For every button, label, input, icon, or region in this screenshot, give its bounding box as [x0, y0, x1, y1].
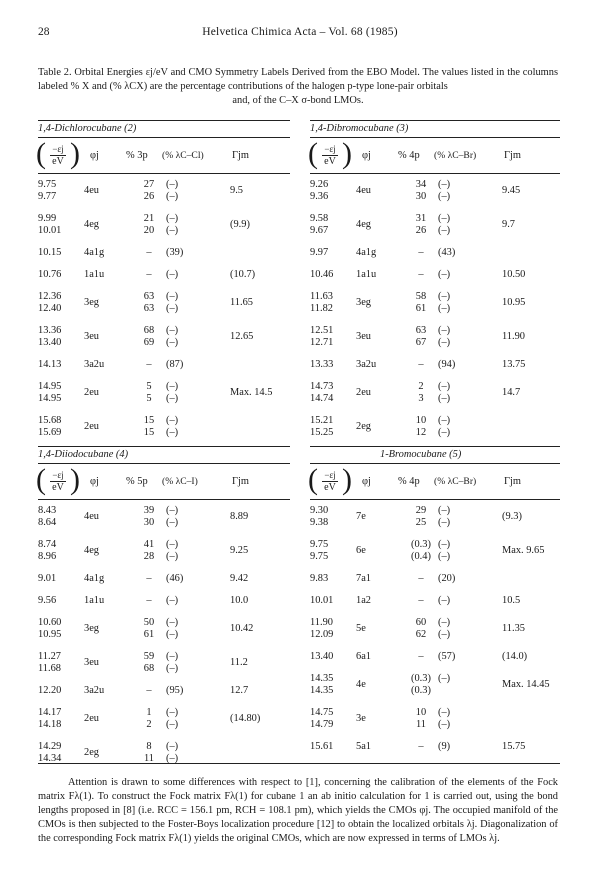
gamma-value: Max. 9.65 [502, 545, 545, 556]
symmetry-label: 2eg [84, 747, 100, 758]
symmetry-label: 3a2u [356, 359, 377, 370]
paren-left: ( [36, 137, 46, 170]
percent-value: 39 [143, 505, 155, 516]
lambda-value: (–) [166, 539, 179, 550]
lambda-value: (–) [438, 191, 451, 202]
symmetry-label: 3eu [84, 657, 100, 668]
lambda-value: (–) [438, 539, 451, 550]
gamma-value: 10.95 [502, 297, 526, 308]
lambda-value: (–) [438, 303, 451, 314]
percent-value: 25 [415, 517, 427, 528]
lambda-value: (–) [438, 179, 451, 190]
energy-value: 8.64 [38, 517, 57, 528]
energy-value: 15.21 [310, 415, 334, 426]
symmetry-label: 3eg [356, 297, 372, 308]
energy-value: 9.30 [310, 505, 329, 516]
gamma-value: 12.7 [230, 685, 249, 696]
energy-value: 11.82 [310, 303, 333, 314]
symmetry-label: 4a1g [356, 247, 377, 258]
lambda-value: (–) [166, 427, 179, 438]
percent-value: 63 [415, 325, 427, 336]
lambda-value: (9) [438, 741, 451, 752]
lambda-value: (–) [166, 629, 179, 640]
percent-value: – [146, 359, 152, 370]
lambda-value: (–) [166, 415, 179, 426]
energy-value: 11.63 [310, 291, 333, 302]
lambda-value: (–) [166, 291, 179, 302]
percent-value: – [146, 247, 152, 258]
energy-value: 13.33 [310, 359, 334, 370]
percent-value: 31 [415, 213, 427, 224]
caption-line-3: and, of the C–X σ-bond LMOs. [232, 95, 364, 106]
gamma-value: 11.65 [230, 297, 253, 308]
energy-value: 8.43 [38, 505, 57, 516]
percent-value: 11 [415, 719, 426, 730]
header-phi: φj [362, 476, 371, 487]
percent-value: 61 [143, 629, 155, 640]
symmetry-label: 4eg [356, 219, 372, 230]
energy-value: 9.75 [310, 551, 329, 562]
symmetry-label: 3a2u [84, 685, 105, 696]
percent-value: – [146, 269, 152, 280]
energy-value: 9.01 [38, 573, 57, 584]
energy-value: 15.68 [38, 415, 62, 426]
lambda-value: (–) [166, 269, 179, 280]
percent-value: 69 [143, 337, 155, 348]
energy-value: 13.36 [38, 325, 62, 336]
lambda-value: (–) [166, 337, 179, 348]
body-paragraph: Attention is drawn to some differences with respect to [1], concerning the calibration of the elements of the Fock matrix Fλ(1). To construct the Fock matrix Fλ(1) for cubane 1 an ab initio calculation for 1 is carried out, using the bond lengths proposed in [8] (i.e. RCC = 156.1 pm, RCH = 108.1 pm), which yields the CMOs φj. The occupied manifold of the CMOs is then subjected to the Foster-Boys localization procedure [12] to obtain the localized orbitals λj. Diagonalization of the corresponding Fock matrix Fλ(1) yields the original CMOs, which are now expressed in terms of LMOs λj. [38, 777, 558, 844]
gamma-value: (10.7) [230, 269, 256, 280]
lambda-value: (–) [438, 673, 451, 684]
gamma-value: 10.0 [230, 595, 249, 606]
energy-value: 13.40 [310, 651, 334, 662]
lambda-value: (94) [438, 359, 456, 370]
percent-value: 10 [415, 707, 427, 718]
energy-value: 15.25 [310, 427, 334, 438]
percent-value: 30 [143, 517, 155, 528]
energy-value: 9.97 [310, 247, 329, 258]
energy-value: 10.15 [38, 247, 62, 258]
symmetry-label: 2eu [84, 387, 100, 398]
lambda-value: (–) [438, 415, 451, 426]
lambda-value: (–) [166, 663, 179, 674]
lambda-value: (–) [438, 517, 451, 528]
gamma-value: (9.3) [502, 511, 522, 522]
gamma-value: 10.50 [502, 269, 526, 280]
percent-value: 2 [146, 719, 152, 730]
header-lambda: (% λC–Br) [434, 150, 477, 161]
percent-value: – [418, 359, 424, 370]
running-header [38, 26, 562, 42]
header-gamma: Γjm [232, 476, 249, 487]
percent-value: – [418, 595, 424, 606]
percent-value: 2 [418, 381, 424, 392]
lambda-value: (–) [166, 303, 179, 314]
energy-value: 9.83 [310, 573, 329, 584]
lambda-value: (–) [438, 393, 451, 404]
percent-value: 61 [415, 303, 427, 314]
gamma-value: 12.65 [230, 331, 254, 342]
energy-value: 11.90 [310, 617, 333, 628]
percent-value: 68 [143, 325, 155, 336]
energy-value: 9.67 [310, 225, 329, 236]
gamma-value: 13.75 [502, 359, 526, 370]
caption-line-2: the columns labeled % X and (% λCX) are the percentage contributions of the halogen p-type lone-pair orbitals [38, 67, 558, 92]
paren-right: ) [342, 137, 352, 170]
gamma-value: Max. 14.5 [230, 387, 273, 398]
percent-value: 67 [415, 337, 427, 348]
header-gamma: Γjm [504, 476, 521, 487]
gamma-value: 11.35 [502, 623, 525, 634]
header-lambda: (% λC–Br) [434, 476, 477, 487]
percent-value: 34 [415, 179, 427, 190]
symmetry-label: 4eu [356, 185, 372, 196]
lambda-value: (–) [438, 381, 451, 392]
percent-value: 59 [143, 651, 155, 662]
lambda-value: (–) [166, 225, 179, 236]
gamma-value: 10.42 [230, 623, 254, 634]
symmetry-label: 4a1g [84, 247, 105, 258]
lambda-value: (46) [166, 573, 184, 584]
symmetry-label: 4eu [84, 511, 100, 522]
percent-value: (0.3) [411, 673, 431, 684]
symmetry-label: 4eg [84, 219, 100, 230]
header-lambda: (% λC–Cl) [162, 150, 204, 161]
symmetry-label: 1a1u [356, 269, 377, 280]
energy-header [36, 463, 80, 496]
energy-denominator: eV [52, 156, 64, 167]
energy-value: 9.75 [310, 539, 329, 550]
gamma-value: 14.7 [502, 387, 521, 398]
lambda-value: (–) [438, 551, 451, 562]
percent-value: 15 [143, 427, 155, 438]
energy-value: 14.13 [38, 359, 62, 370]
lambda-value: (–) [166, 381, 179, 392]
energy-numerator: −εj [324, 144, 336, 154]
percent-value: 10 [415, 415, 427, 426]
lambda-value: (–) [438, 427, 451, 438]
percent-value: 60 [415, 617, 427, 628]
table-caption [38, 66, 558, 108]
energy-value: 12.51 [310, 325, 334, 336]
percent-value: 3 [418, 393, 424, 404]
journal-title: Helvetica Chimica Acta – Vol. 68 (1985) [202, 26, 398, 38]
lambda-value: (20) [438, 573, 456, 584]
gamma-value: Max. 14.45 [502, 679, 550, 690]
energy-value: 14.18 [38, 719, 62, 730]
percent-value: 5 [146, 393, 152, 404]
energy-value: 9.75 [38, 179, 57, 190]
percent-value: 29 [415, 505, 427, 516]
symmetry-label: 5e [356, 623, 366, 634]
energy-value: 14.74 [310, 393, 334, 404]
header-gamma: Γjm [232, 150, 249, 161]
symmetry-label: 5a1 [356, 741, 372, 752]
percent-value: – [146, 595, 152, 606]
energy-value: 12.40 [38, 303, 62, 314]
gamma-value: 9.7 [502, 219, 515, 230]
page-number: 28 [38, 26, 50, 38]
energy-value: 12.20 [38, 685, 62, 696]
energy-value: 9.38 [310, 517, 329, 528]
percent-value: (0.4) [411, 551, 431, 562]
percent-value: 5 [146, 381, 152, 392]
energy-value: 8.96 [38, 551, 57, 562]
lambda-value: (–) [166, 505, 179, 516]
section-top-rule [38, 446, 290, 447]
symmetry-label: 4e [356, 679, 366, 690]
header-phi: φj [90, 476, 99, 487]
section-title: 1-Bromocubane (5) [380, 449, 462, 460]
header-percent: % 4p [398, 150, 420, 161]
gamma-value: 10.5 [502, 595, 521, 606]
lambda-value: (–) [166, 707, 179, 718]
lambda-value: (57) [438, 651, 456, 662]
lambda-value: (43) [438, 247, 456, 258]
percent-value: 63 [143, 291, 155, 302]
lambda-value: (87) [166, 359, 184, 370]
symmetry-label: 7a1 [356, 573, 372, 584]
percent-value: – [418, 741, 424, 752]
energy-header [308, 137, 352, 170]
header-bottom-rule [38, 499, 290, 500]
paren-right: ) [70, 137, 80, 170]
symmetry-label: 6a1 [356, 651, 372, 662]
percent-value: 58 [415, 291, 427, 302]
symmetry-label: 4eu [84, 185, 100, 196]
lambda-value: (–) [438, 225, 451, 236]
energy-numerator: −εj [52, 470, 64, 480]
energy-denominator: eV [52, 482, 64, 493]
header-percent: % 5p [126, 476, 148, 487]
lambda-value: (–) [438, 213, 451, 224]
energy-value: 9.36 [310, 191, 329, 202]
lambda-value: (–) [438, 595, 451, 606]
energy-value: 10.01 [310, 595, 334, 606]
energy-value: 14.29 [38, 741, 62, 752]
paren-left: ( [308, 137, 318, 170]
percent-value: 26 [143, 191, 155, 202]
energy-value: 9.99 [38, 213, 57, 224]
lambda-value: (–) [166, 517, 179, 528]
energy-value: 14.73 [310, 381, 334, 392]
percent-value: 28 [143, 551, 155, 562]
lambda-value: (95) [166, 685, 184, 696]
header-bottom-rule [310, 499, 560, 500]
lambda-value: (–) [166, 393, 179, 404]
percent-value: 20 [143, 225, 155, 236]
percent-value: – [418, 651, 424, 662]
symmetry-label: 3e [356, 713, 366, 724]
energy-value: 14.95 [38, 381, 62, 392]
section-title: 1,4-Diiodocubane (4) [38, 449, 129, 460]
section-title: 1,4-Dichlorocubane (2) [38, 123, 137, 134]
lambda-value: (–) [438, 337, 451, 348]
energy-value: 10.01 [38, 225, 62, 236]
lambda-value: (–) [438, 707, 451, 718]
energy-value: 15.61 [310, 741, 334, 752]
symmetry-label: 1a1u [84, 595, 105, 606]
energy-value: 9.26 [310, 179, 329, 190]
energy-value: 10.76 [38, 269, 62, 280]
lambda-value: (–) [166, 179, 179, 190]
header-phi: φj [362, 150, 371, 161]
energy-value: 8.74 [38, 539, 57, 550]
gamma-value: 11.90 [502, 331, 525, 342]
symmetry-label: 4eg [84, 545, 100, 556]
symmetry-label: 2eu [84, 421, 100, 432]
gamma-value: (14.80) [230, 713, 261, 724]
percent-value: 27 [143, 179, 155, 190]
section-top-rule [38, 120, 290, 121]
percent-value: (0.3) [411, 539, 431, 550]
lambda-value: (–) [166, 617, 179, 628]
energy-value: 11.27 [38, 651, 61, 662]
gamma-value: 9.5 [230, 185, 243, 196]
energy-denominator: eV [324, 482, 336, 493]
gamma-value: 11.2 [230, 657, 248, 668]
symmetry-label: 4a1g [84, 573, 105, 584]
table-bottom-rule [38, 763, 560, 764]
header-phi: φj [90, 150, 99, 161]
symmetry-label: 3eg [84, 623, 100, 634]
lambda-value: (–) [438, 629, 451, 640]
percent-value: – [146, 685, 152, 696]
section-top-rule [310, 446, 560, 447]
symmetry-label: 3eu [356, 331, 372, 342]
percent-value: 62 [415, 629, 427, 640]
energy-value: 10.46 [310, 269, 334, 280]
energy-value: 10.95 [38, 629, 62, 640]
energy-denominator: eV [324, 156, 336, 167]
energy-value: 14.95 [38, 393, 62, 404]
percent-value: 26 [415, 225, 427, 236]
lambda-value: (–) [166, 213, 179, 224]
caption-line-1: Table 2. Orbital Energies εj/eV and CMO Symmetry Labels Derived from the EBO Model. The values listed in [38, 67, 505, 78]
symmetry-label: 2eg [356, 421, 372, 432]
gamma-value: 9.42 [230, 573, 249, 584]
symmetry-label: 3a2u [84, 359, 105, 370]
percent-value: 8 [146, 741, 152, 752]
lambda-value: (–) [166, 595, 179, 606]
symmetry-label: 3eg [84, 297, 100, 308]
percent-value: 68 [143, 663, 155, 674]
percent-value: – [418, 247, 424, 258]
lambda-value: (–) [438, 505, 451, 516]
percent-value: 12 [415, 427, 427, 438]
energy-header [36, 137, 80, 170]
lambda-value: (–) [166, 741, 179, 752]
lambda-value: (–) [438, 325, 451, 336]
section-top-rule [310, 120, 560, 121]
paren-right: ) [70, 463, 80, 496]
lambda-value: (–) [166, 325, 179, 336]
energy-value: 10.60 [38, 617, 62, 628]
section-title: 1,4-Dibromocubane (3) [310, 123, 409, 134]
header-gamma: Γjm [504, 150, 521, 161]
header-percent: % 3p [126, 150, 148, 161]
lambda-value: (–) [166, 551, 179, 562]
gamma-value: (9.9) [230, 219, 250, 230]
lambda-value: (39) [166, 247, 184, 258]
energy-value: 14.75 [310, 707, 334, 718]
percent-value: 15 [143, 415, 155, 426]
energy-value: 11.68 [38, 663, 61, 674]
energy-value: 9.56 [38, 595, 57, 606]
lambda-value: (–) [166, 191, 179, 202]
symmetry-label: 2eu [356, 387, 372, 398]
lambda-value: (–) [438, 719, 451, 730]
energy-numerator: −εj [52, 144, 64, 154]
gamma-value: (14.0) [502, 651, 528, 662]
symmetry-label: 1a1u [84, 269, 105, 280]
percent-value: 11 [143, 753, 154, 764]
percent-value: 50 [143, 617, 155, 628]
percent-value: – [418, 269, 424, 280]
energy-value: 12.71 [310, 337, 334, 348]
lambda-value: (–) [166, 719, 179, 730]
percent-value: 41 [143, 539, 155, 550]
energy-value: 9.77 [38, 191, 57, 202]
energy-numerator: −εj [324, 470, 336, 480]
energy-value: 14.17 [38, 707, 62, 718]
energy-value: 12.36 [38, 291, 62, 302]
energy-value: 9.58 [310, 213, 329, 224]
lambda-value: (–) [438, 291, 451, 302]
header-bottom-rule [310, 173, 560, 174]
percent-value: 21 [143, 213, 155, 224]
energy-header [308, 463, 352, 496]
header-bottom-rule [38, 173, 290, 174]
percent-value: – [146, 573, 152, 584]
energy-value: 15.69 [38, 427, 62, 438]
energy-value: 12.09 [310, 629, 334, 640]
energy-value: 13.40 [38, 337, 62, 348]
percent-value: 30 [415, 191, 427, 202]
header-lambda: (% λC–I) [162, 476, 198, 487]
symmetry-label: 6e [356, 545, 366, 556]
energy-value: 14.35 [310, 685, 334, 696]
percent-value: 63 [143, 303, 155, 314]
paren-left: ( [308, 463, 318, 496]
symmetry-label: 2eu [84, 713, 100, 724]
lambda-value: (–) [438, 269, 451, 280]
gamma-value: 8.89 [230, 511, 249, 522]
header-percent: % 4p [398, 476, 420, 487]
energy-value: 14.79 [310, 719, 334, 730]
gamma-value: 9.25 [230, 545, 249, 556]
gamma-value: 15.75 [502, 741, 526, 752]
symmetry-label: 7e [356, 511, 366, 522]
energy-value: 14.35 [310, 673, 334, 684]
paren-right: ) [342, 463, 352, 496]
percent-value: – [418, 573, 424, 584]
symmetry-label: 1a2 [356, 595, 372, 606]
lambda-value: (–) [166, 651, 179, 662]
paren-left: ( [36, 463, 46, 496]
lambda-value: (–) [166, 753, 179, 764]
lambda-value: (–) [438, 617, 451, 628]
gamma-value: 9.45 [502, 185, 521, 196]
energy-value: 14.34 [38, 753, 62, 764]
percent-value: 1 [146, 707, 152, 718]
percent-value: (0.3) [411, 685, 431, 696]
symmetry-label: 3eu [84, 331, 100, 342]
